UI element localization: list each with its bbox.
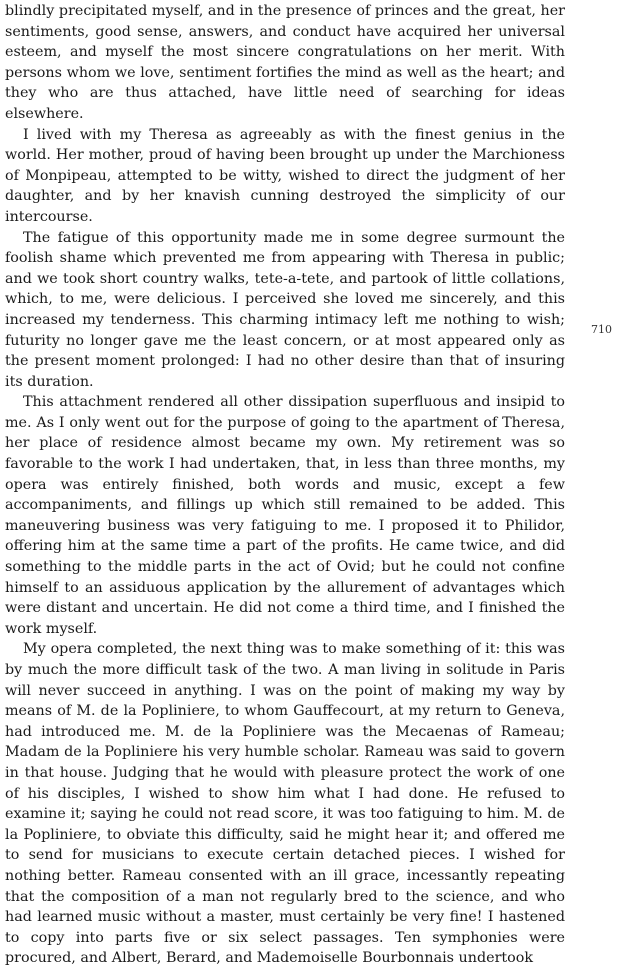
margin-line-number: 710 <box>591 323 612 336</box>
book-page-text <box>5 1 565 969</box>
paragraph-1: blindly precipitated myself, and in the presence of princes and the great, her sentiments, good sense, answers, and conduct have acquired her universal esteem, and myself the most sincere congratulations on her merit. With persons whom we love, sentiment fortifies the mind as well as the heart; and they who are thus attached, have little need of searching for ideas elsewhere. <box>5 3 565 122</box>
paragraph-2: I lived with my Theresa as agreeably as with the finest genius in the world. Her mother, proud of having been brought up under the Marchioness of Monpipeau, attempted to be witty, wished to direct the judgment of her daughter, and by her knavish cunning destroyed the simplicity of our intercourse. <box>5 126 565 225</box>
paragraph-3: The fatigue of this opportunity made me in some degree surmount the foolish shame which prevented me from appearing with Theresa in public; and we took short country walks, tete-a-tete, and partook of little collations, which, to me, were delicious. I perceived she loved me sincerely, and this increased my tenderness. This charming intimacy left me nothing to wish; futurity no longer gave me the least concern, or at most appeared only as the present moment prolonged: I had no other desire than that of insuring its duration. <box>5 229 565 390</box>
paragraph-4: This attachment rendered all other dissipation superfluous and insipid to me. As I only went out for the purpose of going to the apartment of Theresa, her place of residence almost became my own. My retirement was so favorable to the work I had undertaken, that, in less than three months, my opera was entirely finished, both words and music, except a few accompaniments, and fillings up which still remained to be added. This maneuvering business was very fatiguing to me. I proposed it to Philidor, offering him at the same time a part of the profits. He came twice, and did something to the middle parts in the act of Ovid; but he could not confine himself to an assiduous application by the allurement of advantages which were distant and uncertain. He did not come a third time, and I finished the work myself. <box>5 394 565 637</box>
paragraph-5: My opera completed, the next thing was to make something of it: this was by much the more difficult task of the two. A man living in solitude in Paris will never succeed in anything. I was on the point of making my way by means of M. de la Popliniere, to whom Gauffecourt, at my return to Geneva, had introduced me. M. de la Popliniere was the Mecaenas of Rameau; Madam de la Popliniere his very humble scholar. Rameau was said to govern in that house. Judging that he would with pleasure protect the work of one of his disciples, I wished to show him what I had done. He refused to examine it; saying he could not read score, it was too fatiguing to him. M. de la Popliniere, to obviate this difficulty, said he might hear it; and offered me to send for musicians to execute certain detached pieces. I wished for nothing better. Rameau consented with an ill grace, incessantly repeating that the composition of a man not regularly bred to the science, and who had learned music without a master, must certainly be very fine! I hastened to copy into parts five or six select passages. Ten symphonies were procured, and Albert, Berard, and Mademoiselle Bourbonnais undertook <box>5 641 565 967</box>
